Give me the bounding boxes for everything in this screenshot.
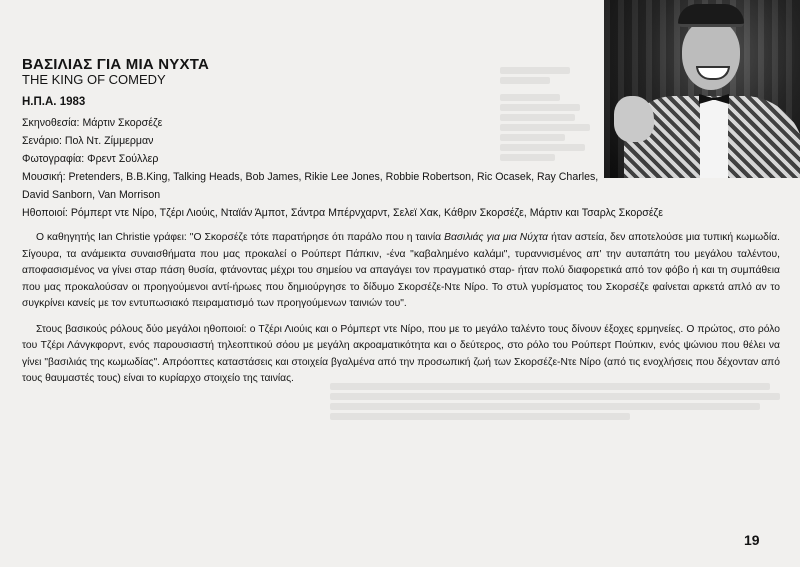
paragraph-1-film-title: Βασιλιάς για μια Νύχτα — [444, 232, 549, 243]
film-title: ΒΑΣΙΛΙΑΣ ΓΙΑ ΜΙΑ ΝΥΧΤΑ — [22, 56, 209, 73]
credit-director: Σκηνοθεσία: Μάρτιν Σκορσέζε — [22, 117, 163, 129]
film-credits — [22, 114, 663, 222]
credit-photography: Φωτογραφία: Φρεντ Σούλλερ — [22, 153, 159, 165]
page-number: 19 — [744, 532, 760, 548]
paragraph-cast: Στους βασικούς ρόλους δύο μεγάλοι ηθοποιοί: ο Τζέρι Λιούις και ο Ρόμπερτ ντε Νίρο, που με το μεγάλο ταλέντο τους δίνουν έξοχες ερμηνείες. Ο πρώτος, στο ρόλο του Τζέρι Λάνγκφορντ, ενός παρουσιαστή τηλεοπτικού σόου με μεγάλη ακροαματικότητα και ο δεύτερος, στο ρόλο του Ρούπερτ Πούπκιν, ενός ψώνιου που θέλει να γίνει "βασιλιάς της κωμωδίας". Απρόοπτες καταστάσεις και στοιχεία βγαλμένα από την προσωπική ζωή των Σκορσέζε-Ντε Νίρο (από τις ενοχλήσεις που δέχονταν από τους θαυμαστές τους) είναι το κυρίαρχο στοιχείο της ταινίας. — [22, 323, 780, 384]
paragraph-critic-quote — [22, 230, 780, 313]
credit-music: Μουσική: Pretenders, B.B.King, Talking Heads, Bob James, Rikie Lee Jones, Robbie Robertson, Ric Ocasek, Ray Charles, David Sanborn, Van Morrison — [22, 171, 599, 201]
film-still-photo — [604, 0, 800, 178]
paragraph-1-end: ήταν αστεία, δεν αποτελούσε μια τυπική κωμωδία. Σίγουρα, τα ανάμεικτα συναισθήματα που μας προκαλεί ο Ρούπερτ Πάπκιν, -ένα "καβαλημένο καλάμι", τυραννισμένος απ' την αυταπάτη του μεγάλου ταλέντου, αποφασισμένος να γίνει σταρ πάση θυσία, φτάνοντας μέχρι του σημείου να απαγάγει τον πραγματικό σταρ- ήταν πολύ διαφορετικά από τον φόβο ή και τη συμπάθεια που μας προκαλούσαν οι προηγούμενοι αντί-ήρωες που δημιούργησε το δίδυμο Σκορσέζε-Ντε Νίρο. Το στυλ γυρίσματος του Σκορσέζε φαίνεται αρκετά απλό αν το συγκρίνει κανείς με τον εντυπωσιακό πειραματισμό των προηγούμενων ταινιών του". — [22, 232, 780, 309]
film-country-year: Η.Π.Α. 1983 — [22, 96, 86, 108]
credit-cast: Ηθοποιοί: Ρόμπερτ ντε Νίρο, Τζέρι Λιούις, Νταϊάν Άμποτ, Σάντρα Μπέρνχαρντ, Σελεϊ Χακ, Κάθριν Σκορσέζε, Μάρτιν και Τσαρλς Σκορσέζε — [22, 207, 663, 219]
film-original-title: THE KING OF COMEDY — [22, 72, 166, 87]
credit-screenplay: Σενάριο: Πολ Ντ. Ζίμμερμαν — [22, 135, 154, 147]
paragraph-1-start: Ο καθηγητής Ian Christie γράφει: "Ο Σκορσέζε τότε παρατήρησε ότι παράλο που η ταινία — [36, 232, 445, 243]
article-body — [22, 230, 780, 397]
